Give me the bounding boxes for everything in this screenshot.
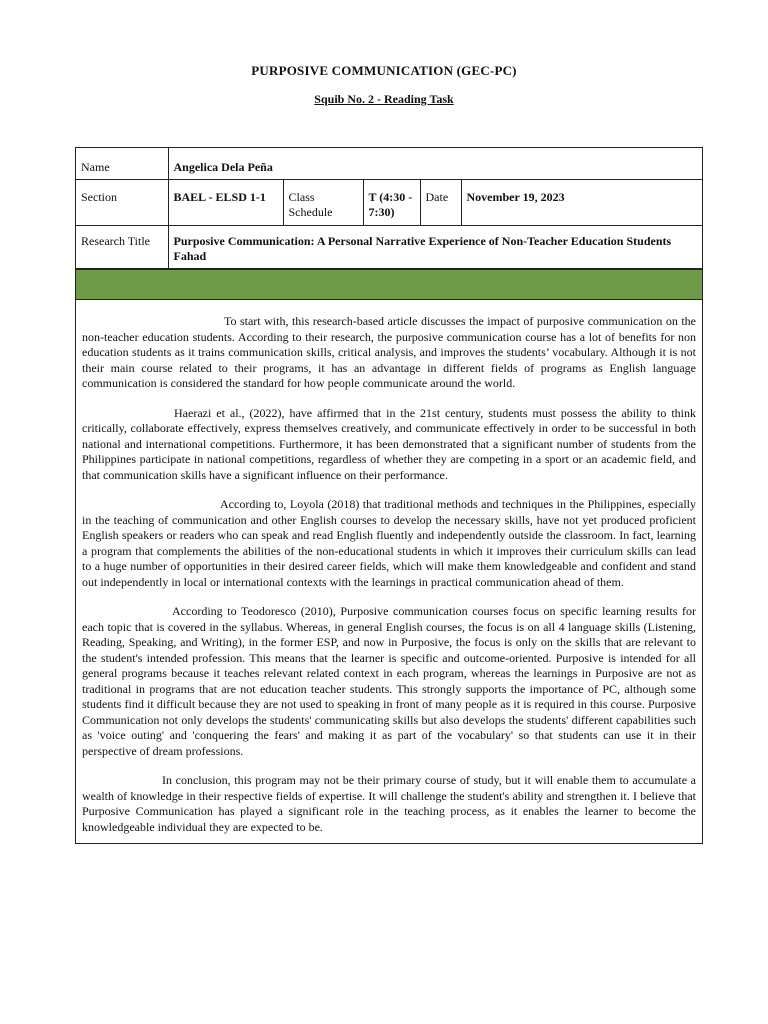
research-title-value: Purposive Communication: A Personal Narrative Experience of Non-Teacher Education Students Fahad (168, 226, 702, 269)
section-divider-bar (76, 269, 702, 300)
section-label: Section (76, 180, 168, 226)
document-title: PURPOSIVE COMMUNICATION (GEC-PC) (251, 63, 517, 78)
research-row (76, 226, 702, 269)
paragraph: According to, Loyola (2018) that traditional methods and techniques in the Philippines, especially in the teaching of communication and other English courses to develop the necessary skills, have not yet produced proficient English speakers or readers who can speak and read English fluently and independently outside the classroom. In fact, learning a program that complements the abilities of the non-educational students in which it improves their curriculum skills can lead to a huge number of opportunities in their desired career fields, which will make them knowledgeable and confident and stand out independently in local or international contexts with the learnings in practical communication ahead of them. (82, 497, 696, 589)
info-table (76, 148, 702, 269)
date-label: Date (420, 180, 461, 226)
paragraph: According to Teodoresco (2010), Purposive communication courses focus on specific learning results for each topic that is covered in the syllabus. Whereas, in general English courses, the focus is on all 4 language skills (Listening, Reading, Speaking, and Writing), in the former ESP, and now in Purposive, the focus is only on the skills that are relevant to the student's intended profession. This means that the learner is specific and outcome-oriented. Purposive is intended for all general programs because it teaches relevant related context in each program, whereas the learnings in Purposive are not as traditional in programs that are not education teacher students. This strongly supports the importance of PC, although some students find it difficult because they are not used to speaking in front of many people as it is required in this course. Purposive Communication not only develops the students' communicating skills but also develops the students' different capabilities such as 'voice outing' and 'conquering the fears' and making it as part of the vocabulary' so that students can use it in their perspective of dream professions. (82, 604, 696, 758)
section-row (76, 180, 702, 226)
date-value: November 19, 2023 (461, 180, 702, 226)
form-sheet (75, 147, 703, 844)
paragraph: In conclusion, this program may not be their primary course of study, but it will enable them to accumulate a wealth of knowledge in their respective fields of expertise. It will challenge the student's ability and strengthen it. I believe that Purposive Communication has played a significant role in the teaching process, as it enables the learner to become the knowledgeable individual they are expected to be. (82, 773, 696, 834)
section-value: BAEL - ELSD 1-1 (168, 180, 283, 226)
class-schedule-value: T (4:30 - 7:30) (363, 180, 420, 226)
paragraph: Haerazi et al., (2022), have affirmed that in the 21st century, students must possess the ability to think critically, collaborate effectively, express themselves creatively, and communicate effectively in order to be successful in both national and international competitions. Furthermore, it has been demonstrated that a significant number of students from the Philippines participate in national competitions, regardless of whether they are competing in a sport or an academic field, and that communication skills have a significant influence on their performance. (82, 405, 696, 482)
name-row (76, 148, 702, 180)
document-subtitle: Squib No. 2 - Reading Task (314, 92, 454, 106)
paragraph: To start with, this research-based article discusses the impact of purposive communication on the non-teacher education students. According to their research, the purposive communication course has a lot of benefits for non education students as it trains communication skills, critical analysis, and improves the students’ vocabulary. Although it is not their main course related to their programs, it has an advantage in different fields of programs as English language communication is considered the standard for how people communicate around the world. (82, 314, 696, 390)
research-title-label: Research Title (76, 226, 168, 269)
essay-body (76, 300, 702, 843)
class-schedule-label: Class Schedule (283, 180, 363, 226)
name-value: Angelica Dela Peña (168, 148, 702, 180)
name-label: Name (76, 148, 168, 180)
